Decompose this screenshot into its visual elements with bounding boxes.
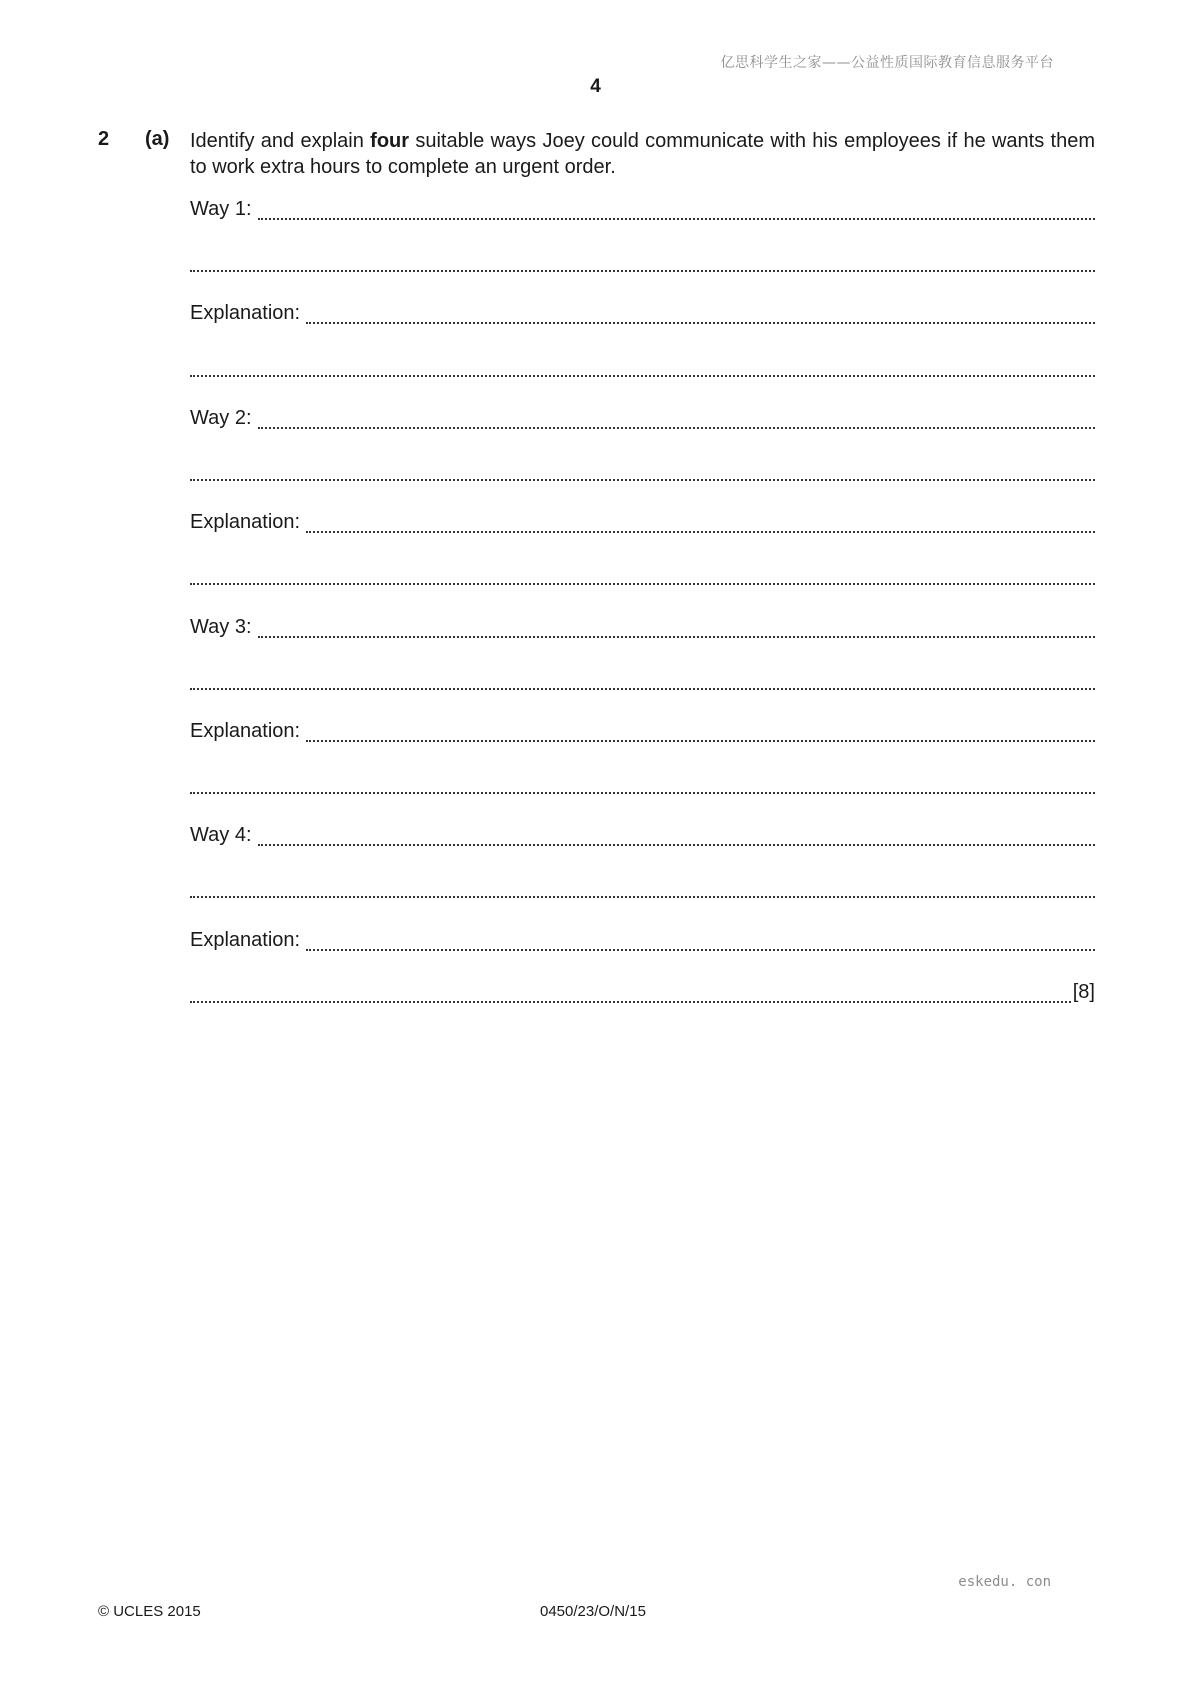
dotted-answer-line[interactable] bbox=[190, 250, 1095, 302]
dotted-answer-line[interactable] bbox=[306, 511, 1095, 563]
answer-line-label: Explanation: bbox=[190, 928, 301, 951]
marks-label: [8] bbox=[1072, 980, 1095, 1003]
dotted-answer-line[interactable] bbox=[306, 302, 1095, 354]
question-text bbox=[190, 128, 1095, 180]
answer-line[interactable] bbox=[190, 198, 1095, 250]
answer-line-label: Way 2: bbox=[190, 406, 252, 429]
answer-line-label: Explanation: bbox=[190, 511, 301, 534]
answer-line-label: Way 1: bbox=[190, 198, 252, 220]
answer-line[interactable] bbox=[190, 929, 1095, 981]
dotted-answer-line[interactable] bbox=[190, 563, 1095, 615]
answer-line[interactable] bbox=[190, 250, 1095, 302]
answer-line[interactable] bbox=[190, 355, 1095, 407]
question-text-before: Identify and explain bbox=[190, 130, 371, 152]
answer-line[interactable] bbox=[190, 302, 1095, 354]
answer-lines bbox=[190, 198, 1095, 1033]
answer-line-label: Explanation: bbox=[190, 719, 301, 742]
answer-line-label: Way 4: bbox=[190, 824, 252, 847]
answer-line[interactable] bbox=[190, 876, 1095, 928]
answer-line[interactable] bbox=[190, 668, 1095, 720]
dotted-answer-line[interactable] bbox=[306, 929, 1095, 981]
answer-line[interactable] bbox=[190, 616, 1095, 668]
dotted-answer-line[interactable] bbox=[190, 459, 1095, 511]
dotted-answer-line[interactable] bbox=[258, 824, 1096, 876]
question-text-after: suitable ways Joey could communicate with his employees if he wants them to work extra hours to complete an urgent order. bbox=[190, 130, 1096, 178]
watermark-bottom: eskedu. con bbox=[958, 1574, 1051, 1590]
answer-line[interactable] bbox=[190, 407, 1095, 459]
dotted-answer-line[interactable] bbox=[190, 981, 1071, 1033]
footer-paper-code: 0450/23/O/N/15 bbox=[540, 1603, 646, 1620]
answer-line-label: Way 3: bbox=[190, 615, 252, 638]
question-number: 2 bbox=[98, 128, 110, 150]
answer-line[interactable] bbox=[190, 772, 1095, 824]
dotted-answer-line[interactable] bbox=[190, 355, 1095, 407]
answer-line[interactable] bbox=[190, 563, 1095, 615]
dotted-answer-line[interactable] bbox=[258, 407, 1096, 459]
answer-line[interactable] bbox=[190, 720, 1095, 772]
dotted-answer-line[interactable] bbox=[258, 616, 1096, 668]
answer-line[interactable] bbox=[190, 459, 1095, 511]
dotted-answer-line[interactable] bbox=[190, 772, 1095, 824]
answer-line-label: Explanation: bbox=[190, 302, 301, 325]
question-part: (a) bbox=[145, 128, 170, 150]
dotted-answer-line[interactable] bbox=[190, 876, 1095, 928]
dotted-answer-line[interactable] bbox=[258, 198, 1096, 250]
watermark-top: 亿思科学生之家——公益性质国际教育信息服务平台 bbox=[720, 55, 1054, 71]
answer-line[interactable] bbox=[190, 981, 1095, 1033]
dotted-answer-line[interactable] bbox=[190, 668, 1095, 720]
footer-copyright: © UCLES 2015 bbox=[98, 1603, 201, 1620]
question-text-bold: four bbox=[370, 130, 410, 152]
page-number: 4 bbox=[590, 76, 601, 97]
answer-line[interactable] bbox=[190, 511, 1095, 563]
dotted-answer-line[interactable] bbox=[306, 720, 1095, 772]
answer-line[interactable] bbox=[190, 824, 1095, 876]
